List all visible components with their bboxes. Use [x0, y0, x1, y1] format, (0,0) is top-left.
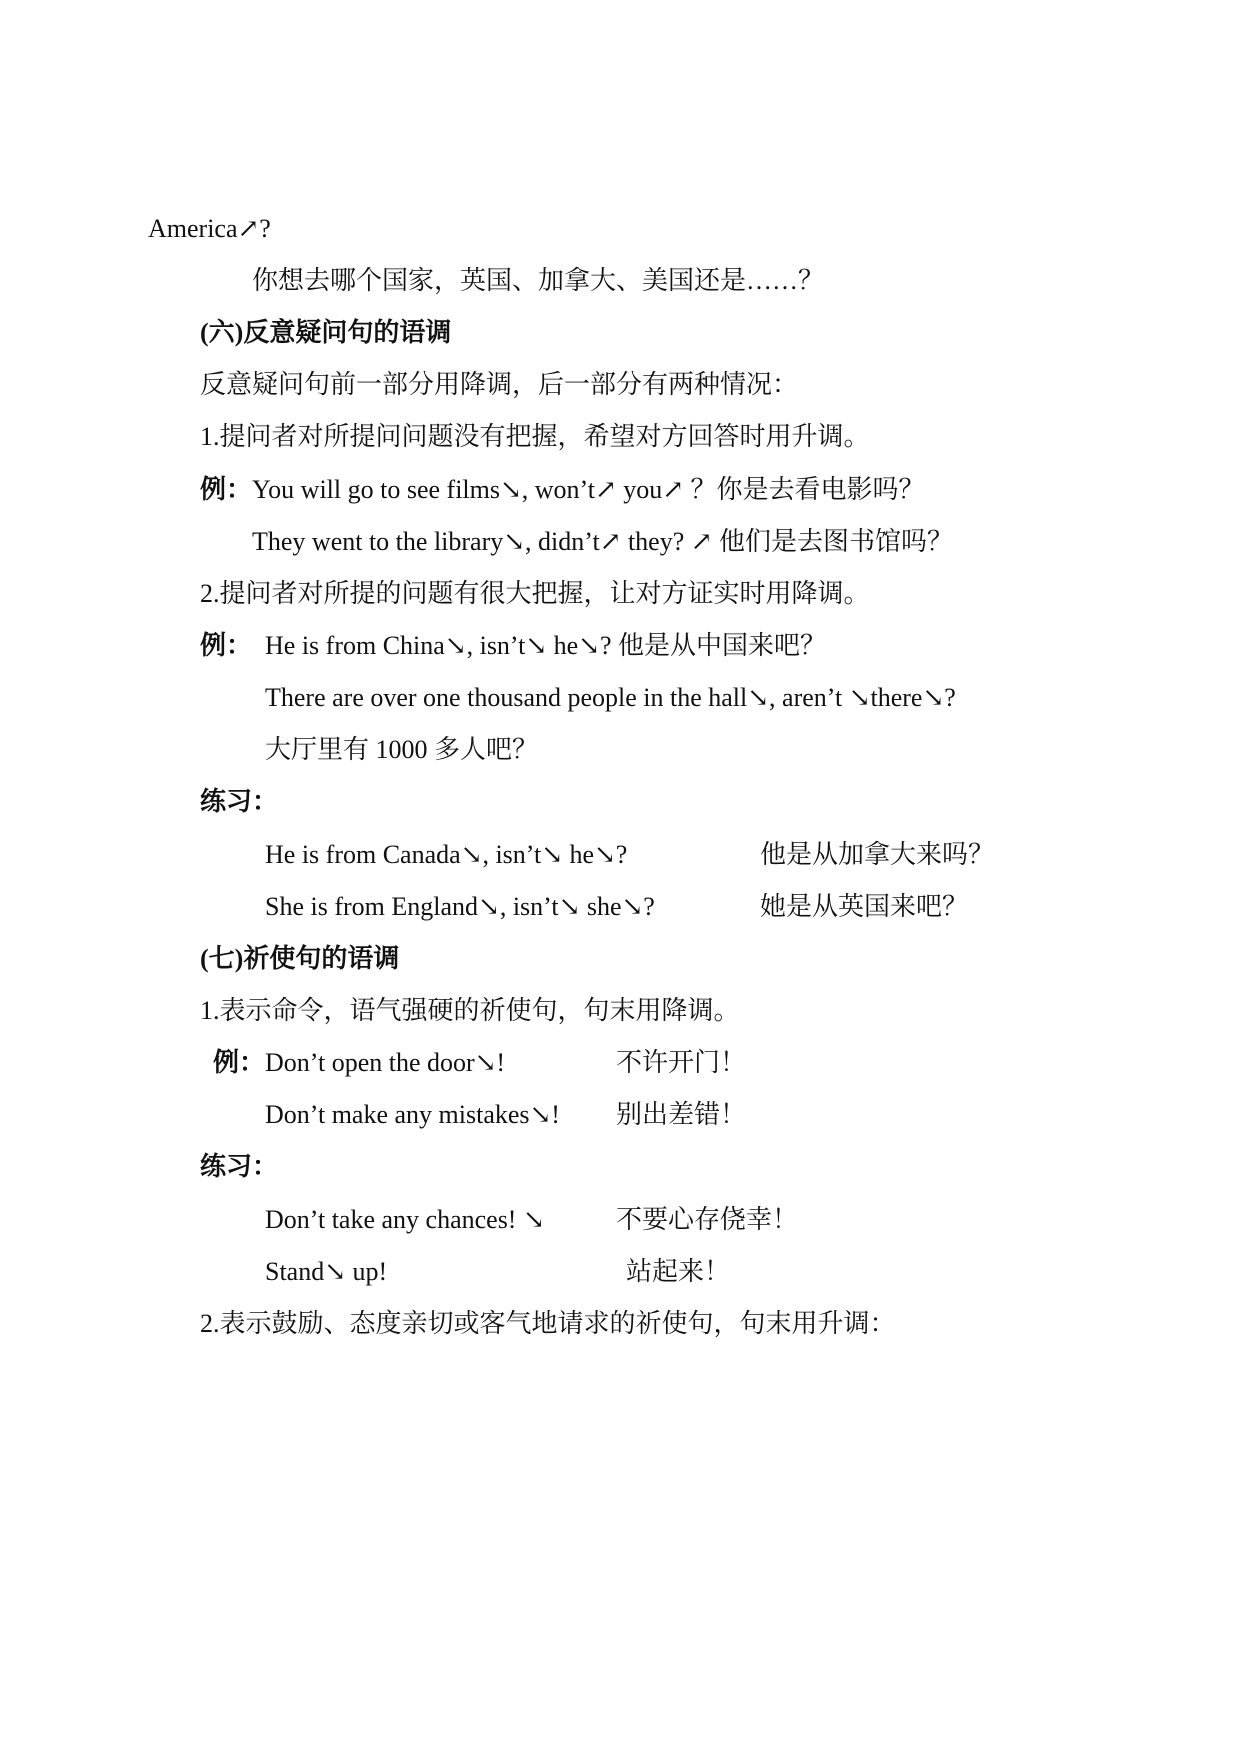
which-country-translation: 你想去哪个国家，英国、加拿大、美国还是……？	[252, 266, 825, 295]
example-sentence: There are over one thousand people in the hall↘, aren’t ↘there↘?	[265, 683, 956, 712]
example-sentence: You will go to see films↘, won’t↗ you↗ ？你是去看电影吗？	[252, 475, 925, 504]
practice-label: 练习：	[200, 1152, 279, 1181]
example-translation: 大厅里有 1000 多人吧？	[265, 735, 539, 764]
practice-sentence: She is from England↘, isn’t↘ she↘?	[265, 892, 655, 921]
practice-translation: 不要心存侥幸！	[616, 1205, 799, 1234]
practice-sentence: He is from Canada↘, isn’t↘ he↘?	[265, 840, 628, 869]
example-label: 例：	[213, 1048, 266, 1077]
example-translation: 别出差错！	[616, 1100, 747, 1129]
america-line: America↗?	[148, 214, 271, 243]
rule-rising-tone: 1.提问者对所提问问题没有把握，希望对方回答时用升调。	[200, 422, 870, 451]
example-sentence: Don’t make any mistakes↘!	[265, 1100, 560, 1129]
example-sentence: They went to the library↘, didn’t↗ they? ↗ 他们是去图书馆吗？	[252, 527, 954, 556]
tag-question-intro: 反意疑问句前一部分用降调，后一部分有两种情况：	[200, 370, 799, 399]
practice-label: 练习：	[200, 787, 279, 816]
example-label: 例：	[200, 631, 253, 660]
practice-sentence: Don’t take any chances! ↘	[265, 1205, 545, 1234]
rule-command-falling-tone: 1.表示命令，语气强硬的祈使句，句末用降调。	[200, 996, 740, 1025]
rule-falling-tone: 2.提问者对所提的问题有很大把握，让对方证实时用降调。	[200, 579, 870, 608]
practice-translation: 她是从英国来吧？	[760, 892, 969, 921]
example-sentence: He is from China↘, isn’t↘ he↘? 他是从中国来吧？	[265, 631, 826, 660]
example-label: 例：	[200, 475, 253, 504]
heading-tag-question-intonation: (六)反意疑问句的语调	[200, 318, 452, 347]
practice-translation: 他是从加拿大来吗？	[760, 840, 995, 869]
heading-imperative-intonation: (七)祈使句的语调	[200, 944, 400, 973]
example-translation: 不许开门！	[616, 1048, 747, 1077]
example-sentence: Don’t open the door↘!	[265, 1048, 506, 1077]
rule-request-rising-tone: 2.表示鼓励、态度亲切或客气地请求的祈使句，句末用升调：	[200, 1309, 896, 1338]
practice-sentence: Stand↘ up!	[265, 1257, 388, 1286]
practice-translation: 站起来！	[626, 1257, 731, 1286]
